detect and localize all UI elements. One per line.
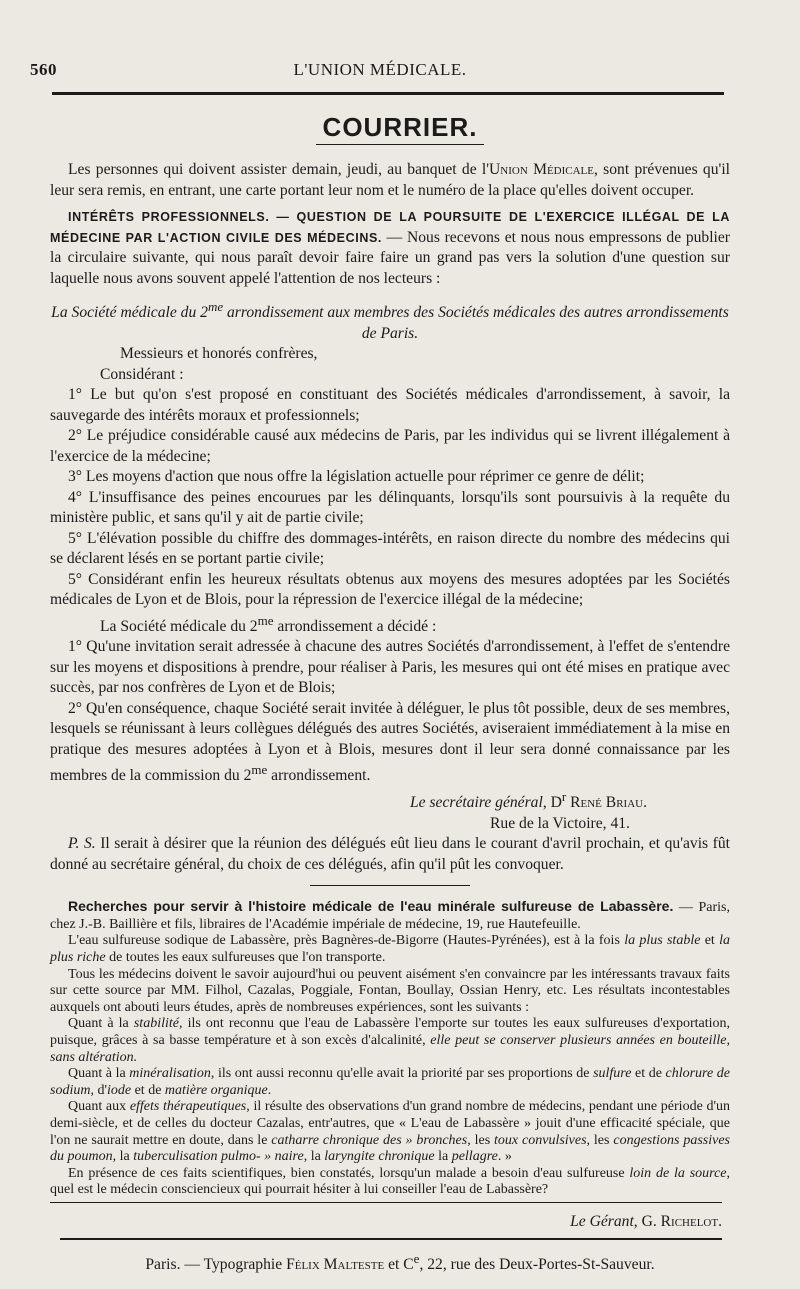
section-separator bbox=[310, 885, 470, 886]
footer-rule-upper bbox=[50, 1202, 722, 1203]
journal-title: L'UNION MÉDICALE. bbox=[293, 60, 467, 79]
decision-heading: La Société médicale du $2^{me}$ arrondissement a décidé : bbox=[100, 612, 437, 635]
running-header bbox=[30, 60, 730, 84]
signature-address: Rue de la Victoire, 41. bbox=[490, 814, 630, 832]
page-number: 560 bbox=[30, 60, 57, 79]
postscript: P. S. Il serait à désirer que la réunion des délégués eût lieu dans le courant d'avril prochain, et qu'avis fût donné au secrétaire général, du choix de ces délégués, afin qu'il pût les convoquer. bbox=[50, 835, 730, 873]
considerant-heading: Considérant : bbox=[100, 365, 184, 383]
section-title: COURRIER. bbox=[322, 112, 478, 142]
gerant-line: Le Gérant, G. Richelot. bbox=[570, 1213, 722, 1230]
printer-line: Paris. — Typographie Félix Malteste et Ce, 22, rue des Deux-Portes-St-Sauveur. bbox=[145, 1251, 655, 1274]
considerant-item: 2° Le préjudice considérable causé aux médecins de Paris, par les individus qui se livrent illégalement à l'exercice de la médecine; bbox=[50, 427, 730, 465]
journal-name: Union Médicale bbox=[489, 161, 594, 178]
considerant-item: 4° L'insuffisance des peines encourues par les délinquants, lorsqu'ils sont poursuivis à la requête du ministère public, et sans qu'il y ait de partie civile; bbox=[50, 488, 730, 527]
review-paragraph: Quant aux effets thérapeutiques, il résulte des observations d'un grand nombre de médecins, pendant une période d'un demi-siècle, et de celles du docteur Cazalas, entr'autres, que « L'eau de Labassère » jouit d'une efficacité spéciale, que l'on ne saurait mettre en doute, dans le catharre chronique des » bronches, les toux convulsives, les congestions passives du poumon, la tuberculisation pulmo- » naire, la laryngite chronique la pellagre. » bbox=[50, 1099, 730, 1165]
considerant-item: 1° Le but qu'on s'est proposé en constituant des Sociétés médicales d'arrondissement, à savoir, la sauvegarde des intérêts moraux et professionnels; bbox=[50, 386, 730, 424]
review-paragraph: En présence de ces faits scientifiques, bien constatés, lorsqu'un malade a besoin d'eau sulfureuse loin de la source, quel est le médecin consciencieux qui pourrait hésiter à lui conseiller l'eau de Labassère? bbox=[50, 1165, 730, 1198]
review-heading-paragraph: Recherches pour servir à l'histoire médicale de l'eau minérale sulfureuse de Labassère. — Paris, chez J.-B. Baillière et fils, libraires de l'Académie impériale de médecine, 19, rue Hautefeuille. bbox=[50, 898, 730, 932]
considerant-item: 3° Les moyens d'action que nous offre la législation actuelle pour réprimer ce genre de délit; bbox=[68, 468, 645, 486]
professional-interests-paragraph: INTÉRÊTS PROFESSIONNELS. — QUESTION DE LA POURSUITE DE L'EXERCICE ILLÉGAL DE LA MÉDECINE PAR L'ACTION CIVILE DES MÉDECINS. — Nous recevons et nous nous empressons de publier la circulaire suivante, qui nous paraît devoir faire faire un grand pas vers la solution d'une question sur laquelle nous avons souvent appelé l'attention de nos lecteurs : bbox=[50, 210, 730, 287]
intro-paragraph: Les personnes qui doivent assister demain, jeudi, au banquet de l'Union Médicale, sont prévenues qu'il leur sera remis, en entrant, une carte portant leur nom et le numéro de la place qu'elles doivent occuper. bbox=[50, 161, 730, 199]
considerant-item: 5° L'élévation possible du chiffre des dommages-intérêts, en raison directe du nombre des médecins qui se déclarent lésés en se portant partie civile; bbox=[50, 529, 730, 568]
header-rule bbox=[52, 92, 724, 95]
review-heading: Recherches pour servir à l'histoire médicale de l'eau minérale sulfureuse de Labassère. bbox=[68, 898, 674, 915]
section-heading: INTÉRÊTS PROFESSIONNELS. — QUESTION DE LA POURSUITE DE L'EXERCICE ILLÉGAL DE LA MÉDECINE PAR L'ACTION CIVILE DES MÉDECINS. bbox=[50, 210, 730, 245]
footer-rule-lower bbox=[60, 1238, 722, 1240]
decision-item: 1° Qu'une invitation serait adressée à chacune des autres Sociétés d'arrondissement, à l'effet de s'entendre sur les moyens et dispositions à prendre, pour réaliser à Paris, les mesures qui ont été mises en pratique avec succès, par nos confrères de Lyon et de Blois; bbox=[50, 638, 730, 697]
main-body bbox=[50, 160, 730, 1199]
review-paragraph: Quant à la stabilité, ils ont reconnu que l'eau de Labassère l'emporte sur toutes les eaux sulfureuses d'exportation, puisque, grâces à sa basse température et à son excès d'alcalinité, elle peut se conserver plusieurs années en bouteille, sans altération. bbox=[50, 1016, 730, 1065]
book-review bbox=[50, 898, 730, 1199]
review-paragraph: Tous les médecins doivent le savoir aujourd'hui ou peuvent aisément s'en convaincre par les intéressants travaux faits sur cette source par MM. Filhol, Cazalas, Poggiale, Fontan, Boullay, Ossian Henry, etc. Les résultats incontestables auxquels ont abouti leurs études, après de nombreuses expériences, sont les suivants : bbox=[50, 966, 730, 1015]
signature: Le secrétaire général, $D^r$ René Briau. bbox=[410, 789, 647, 812]
title-underline bbox=[316, 144, 484, 145]
decision-item: 2° Qu'en conséquence, chaque Société serait invitée à déléguer, le plus tôt possible, deux de ses membres, lesquels se réunissant à leurs collègues délégués des autres Sociétés, aviseraient immédiatement à la mise en pratique des mesures adoptées à Lyon et à Blois, mesures dont il leur sera donné connaissance par les membres de la commission du $2^{me}$ arrondissement. bbox=[50, 699, 730, 785]
review-paragraph: Quant à la minéralisation, ils ont aussi reconnu qu'elle avait la priorité par ses proportions de sulfure et de chlorure de sodium, d'iode et de matière organique. bbox=[50, 1066, 730, 1098]
review-paragraph: L'eau sulfureuse sodique de Labassère, près Bagnères-de-Bigorre (Hautes-Pyrénées), est à la fois la plus stable et la plus riche de toutes les eaux sulfureuses que l'on transporte. bbox=[50, 933, 731, 966]
circular-title: La Société médicale du $2^{me}$ arrondissement aux membres des Sociétés médicales des autres arrondissements de Paris. bbox=[51, 299, 729, 342]
considerant-item: 5° Considérant enfin les heureux résultats obtenus aux moyens des mesures adoptées par les Sociétés médicales de Lyon et de Blois, pour la répression de l'exercice illégal de la médecine; bbox=[50, 570, 730, 609]
salutation: Messieurs et honorés confrères, bbox=[120, 345, 318, 363]
